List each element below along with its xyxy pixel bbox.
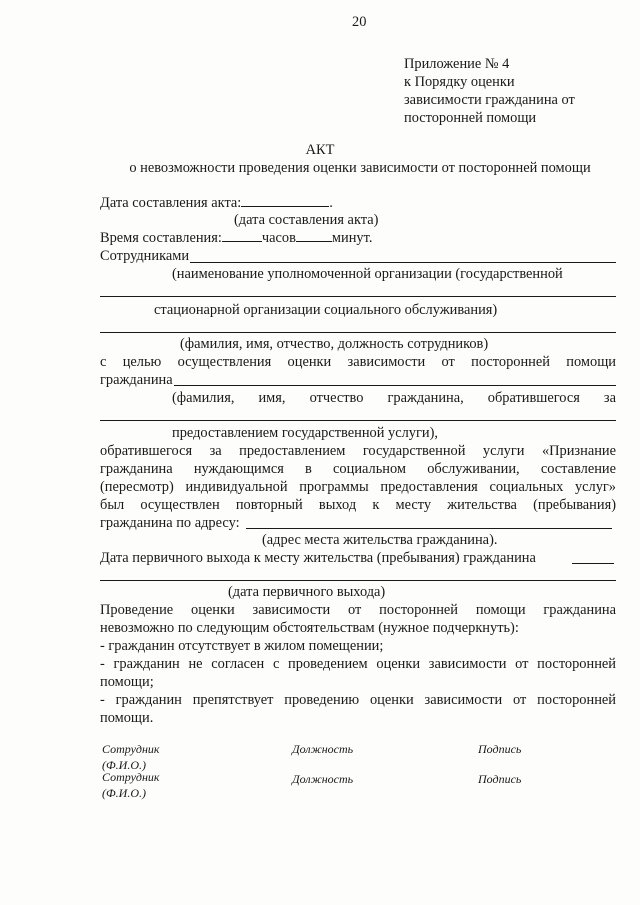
citizen-label: гражданина bbox=[100, 372, 173, 388]
minutes-label: минут. bbox=[331, 230, 373, 246]
signature-fio: (Ф.И.О.) bbox=[102, 786, 146, 800]
citizen-blank-2 bbox=[100, 420, 616, 421]
act-date-field: Дата составления акта: . bbox=[100, 195, 333, 211]
reason-item: - гражданин препятствует проведению оценки зависимости от посторонней bbox=[100, 692, 616, 708]
document-title: АКТ bbox=[305, 142, 335, 158]
page-number: 20 bbox=[352, 14, 367, 30]
citizen-blank bbox=[174, 385, 616, 386]
citizen-hint-2: предоставлением государственной услуги), bbox=[172, 425, 438, 441]
paragraph-line: невозможно по следующим обстоятельствам (нужное подчеркнуть): bbox=[100, 620, 519, 636]
paragraph-line: был осуществлен повторный выход к месту жительства (пребывания) bbox=[100, 497, 616, 513]
citizen-hint: (фамилия, имя, отчество гражданина, обратившегося за bbox=[172, 390, 616, 406]
document-subtitle: о невозможности проведения оценки зависимости от посторонней помощи bbox=[129, 160, 591, 176]
appendix-line: к Порядку оценки bbox=[404, 74, 515, 90]
reason-item: - гражданин отсутствует в жилом помещении; bbox=[100, 638, 384, 654]
org-hint-2: стационарной организации социального обслуживания) bbox=[154, 302, 498, 318]
paragraph-line: (пересмотр) индивидуальной программы предоставления социальных услуг» bbox=[100, 479, 616, 495]
paragraph-line: обратившегося за предоставлением государственной услуги «Признание bbox=[100, 443, 616, 459]
address-label: гражданина по адресу: bbox=[100, 515, 240, 531]
act-time-label: Время составления: bbox=[100, 230, 222, 246]
first-visit-blank-1 bbox=[572, 563, 614, 564]
act-date-hint: (дата составления акта) bbox=[234, 212, 379, 228]
signature-position: Должность bbox=[292, 772, 354, 786]
act-date-label: Дата составления акта: bbox=[100, 195, 242, 211]
minutes-blank bbox=[296, 230, 332, 242]
staff-label: Сотрудниками bbox=[100, 248, 190, 264]
appendix-line: Приложение № 4 bbox=[404, 56, 510, 72]
first-visit-label: Дата первичного выхода к месту жительства (пребывания) гражданина bbox=[100, 550, 536, 566]
staff-blank bbox=[190, 262, 616, 263]
hours-blank bbox=[222, 230, 262, 242]
act-date-blank bbox=[241, 195, 329, 207]
reason-item-cont: помощи. bbox=[100, 710, 154, 726]
purpose-line: с целью осуществления оценки зависимости от посторонней помощи bbox=[100, 354, 616, 370]
first-visit-hint: (дата первичного выхода) bbox=[228, 584, 386, 600]
address-blank bbox=[246, 528, 612, 529]
staff-hint: (фамилия, имя, отчество, должность сотрудников) bbox=[180, 336, 489, 352]
signature-fio: (Ф.И.О.) bbox=[102, 758, 146, 772]
act-time-field bbox=[100, 230, 372, 247]
appendix-line: зависимости гражданина от bbox=[404, 92, 575, 108]
appendix-line: посторонней помощи bbox=[404, 110, 537, 126]
address-hint: (адрес места жительства гражданина). bbox=[262, 532, 498, 548]
org-hint-1: (наименование уполномоченной организации (государственной bbox=[172, 266, 563, 282]
paragraph-line: Проведение оценки зависимости от посторонней помощи гражданина bbox=[100, 602, 616, 618]
hours-label: часов bbox=[261, 230, 296, 246]
first-visit-blank-2 bbox=[100, 580, 616, 581]
org-blank bbox=[100, 296, 616, 297]
signature-employee: Сотрудник bbox=[102, 742, 160, 756]
signature-position: Должность bbox=[292, 742, 354, 756]
reason-item: - гражданин не согласен с проведением оценки зависимости от посторонней bbox=[100, 656, 616, 672]
signature-employee: Сотрудник bbox=[102, 770, 160, 784]
paragraph-line: гражданина нуждающимся в социальном обслуживании, составление bbox=[100, 461, 616, 477]
signature-sign: Подпись bbox=[478, 772, 522, 786]
reason-item-cont: помощи; bbox=[100, 674, 154, 690]
signature-sign: Подпись bbox=[478, 742, 522, 756]
staff-names-blank bbox=[100, 332, 616, 333]
